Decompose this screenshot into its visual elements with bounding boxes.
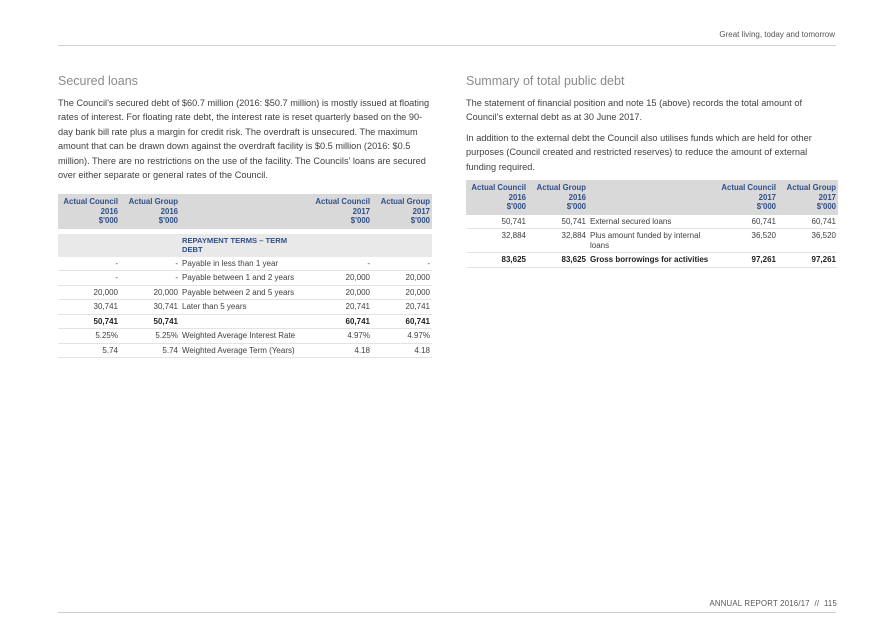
repayment-terms-table [58,194,432,358]
total-row: 83,625 83,625 Gross borrowings for activities 97,261 97,261 [466,253,838,268]
header-divider [58,45,836,46]
secured-loans-paragraph: The Council’s secured debt of $60.7 million (2016: $50.7 million) is mostly issued at floating rates of interest. For floating rate debt, the interest rate is reset quarterly based on the 90-day bank bill rate plus a margin for credit risk. The overdraft is unsecured. The maximum amount that can be drawn down against the overdraft facility is $0.5 million (2016: $0.5 million). There are no restrictions on the use of the facility. The Councils’ loans are secured over either separate or general rates of the Council. [58,98,430,181]
table-row: - - Payable in less than 1 year - - [58,257,432,271]
header-tagline: Great living, today and tomorrow [719,30,835,39]
table-header-row [466,180,838,215]
public-debt-paragraph-2: In addition to the external debt the Council also utilises funds which are held for other purposes (Council created and restricted reserves) to reduce the amount of external funding required. [466,132,812,172]
col-header-council-2017: Actual Council 2017 $'000 [315,197,370,226]
col-header-council-2016: Actual Council 2016 $'000 [63,197,118,226]
table-row: 20,000 20,000 Payable between 2 and 5 years 20,000 20,000 [58,285,432,300]
footer-divider [58,612,836,613]
public-debt-table [466,180,838,268]
table-row: 32,884 32,884 Plus amount funded by internal loans 36,520 36,520 [466,229,838,253]
section-row [58,234,432,257]
col-header-council-2016: Actual Council 2016 $'000 [471,183,526,212]
table-row: 50,741 50,741 External secured loans 60,741 60,741 [466,215,838,229]
total-row: 50,741 50,741 60,741 60,741 [58,314,432,329]
col-header-group-2016: Actual Group 2016 $'000 [128,197,178,226]
secured-loans-section [58,74,432,358]
table-row: 5.25% 5.25% Weighted Average Interest Rate 4.97% 4.97% [58,329,432,344]
col-header-group-2017: Actual Group 2017 $'000 [786,183,836,212]
col-header-council-2017: Actual Council 2017 $'000 [721,183,776,212]
section-label: REPAYMENT TERMS – TERM DEBT [180,234,308,257]
public-debt-paragraph-1: The statement of financial position and note 15 (above) records the total amount of Council’s external debt as at 30 June 2017. [466,98,803,123]
table-row: 30,741 30,741 Later than 5 years 20,741 20,741 [58,300,432,315]
col-header-description [588,180,714,215]
footer-page-label: ANNUAL REPORT 2016/17 // 115 [709,599,837,608]
col-header-group-2016: Actual Group 2016 $'000 [536,183,586,212]
col-header-description [180,194,308,229]
table-row: - - Payable between 1 and 2 years 20,000 20,000 [58,271,432,286]
col-header-group-2017: Actual Group 2017 $'000 [380,197,430,226]
table-row: 5.74 5.74 Weighted Average Term (Years) 4.18 4.18 [58,343,432,358]
secured-loans-title: Secured loans [58,74,138,88]
table-header-row [58,194,432,229]
public-debt-section [466,74,838,268]
public-debt-title: Summary of total public debt [466,74,625,88]
